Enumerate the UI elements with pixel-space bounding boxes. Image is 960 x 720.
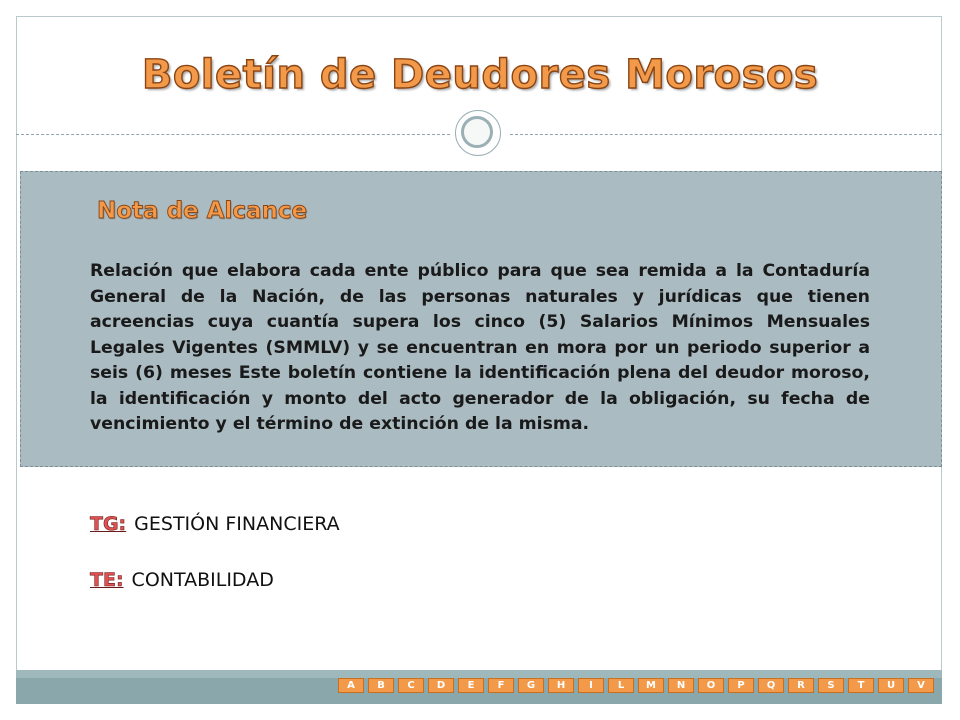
scope-note-text: Relación que elabora cada ente público para que sea remida a la Contaduría General de la Nación, de las personas naturales y jurídicas que tienen acreencias cuya cuantía supera los cinco (5) Salarios Mínimos Mensuales Legales Vigentes (SMMLV) y se encuentran en mora por un periodo superior a seis (6) meses Este boletín contiene la identificación plena del deudor moroso, la identificación y monto del acto generador de la obligación, su fecha de vencimiento y el término de extinción de la misma. <box>90 261 870 434</box>
divider-line-left <box>16 134 450 135</box>
page-title: Boletín de Deudores Morosos <box>141 52 819 98</box>
letter-button-b[interactable]: B <box>368 678 394 693</box>
letter-button-t[interactable]: T <box>848 678 874 693</box>
letter-button-s[interactable]: S <box>818 678 844 693</box>
scope-note-heading: Nota de Alcance <box>97 198 308 224</box>
letter-button-h[interactable]: H <box>548 678 574 693</box>
te-label: TE: <box>90 569 124 591</box>
footer-band <box>16 670 942 678</box>
letter-button-a[interactable]: A <box>338 678 364 693</box>
letter-button-u[interactable]: U <box>878 678 904 693</box>
te-row <box>90 569 274 591</box>
divider-line-right <box>510 134 942 135</box>
letter-button-n[interactable]: N <box>668 678 694 693</box>
letter-button-r[interactable]: R <box>788 678 814 693</box>
letter-button-e[interactable]: E <box>458 678 484 693</box>
letter-button-o[interactable]: O <box>698 678 724 693</box>
alphabet-navigation <box>338 678 938 694</box>
letter-button-l[interactable]: L <box>608 678 634 693</box>
te-value: CONTABILIDAD <box>131 569 274 591</box>
letter-button-g[interactable]: G <box>518 678 544 693</box>
letter-button-i[interactable]: I <box>578 678 604 693</box>
tg-row <box>90 513 340 535</box>
divider-circle-ornament <box>455 110 501 156</box>
letter-button-v[interactable]: V <box>908 678 934 693</box>
letter-button-p[interactable]: P <box>728 678 754 693</box>
letter-button-m[interactable]: M <box>638 678 664 693</box>
tg-label: TG: <box>90 513 127 535</box>
letter-button-f[interactable]: F <box>488 678 514 693</box>
letter-button-d[interactable]: D <box>428 678 454 693</box>
letter-button-q[interactable]: Q <box>758 678 784 693</box>
tg-value: GESTIÓN FINANCIERA <box>134 513 340 535</box>
letter-button-c[interactable]: C <box>398 678 424 693</box>
